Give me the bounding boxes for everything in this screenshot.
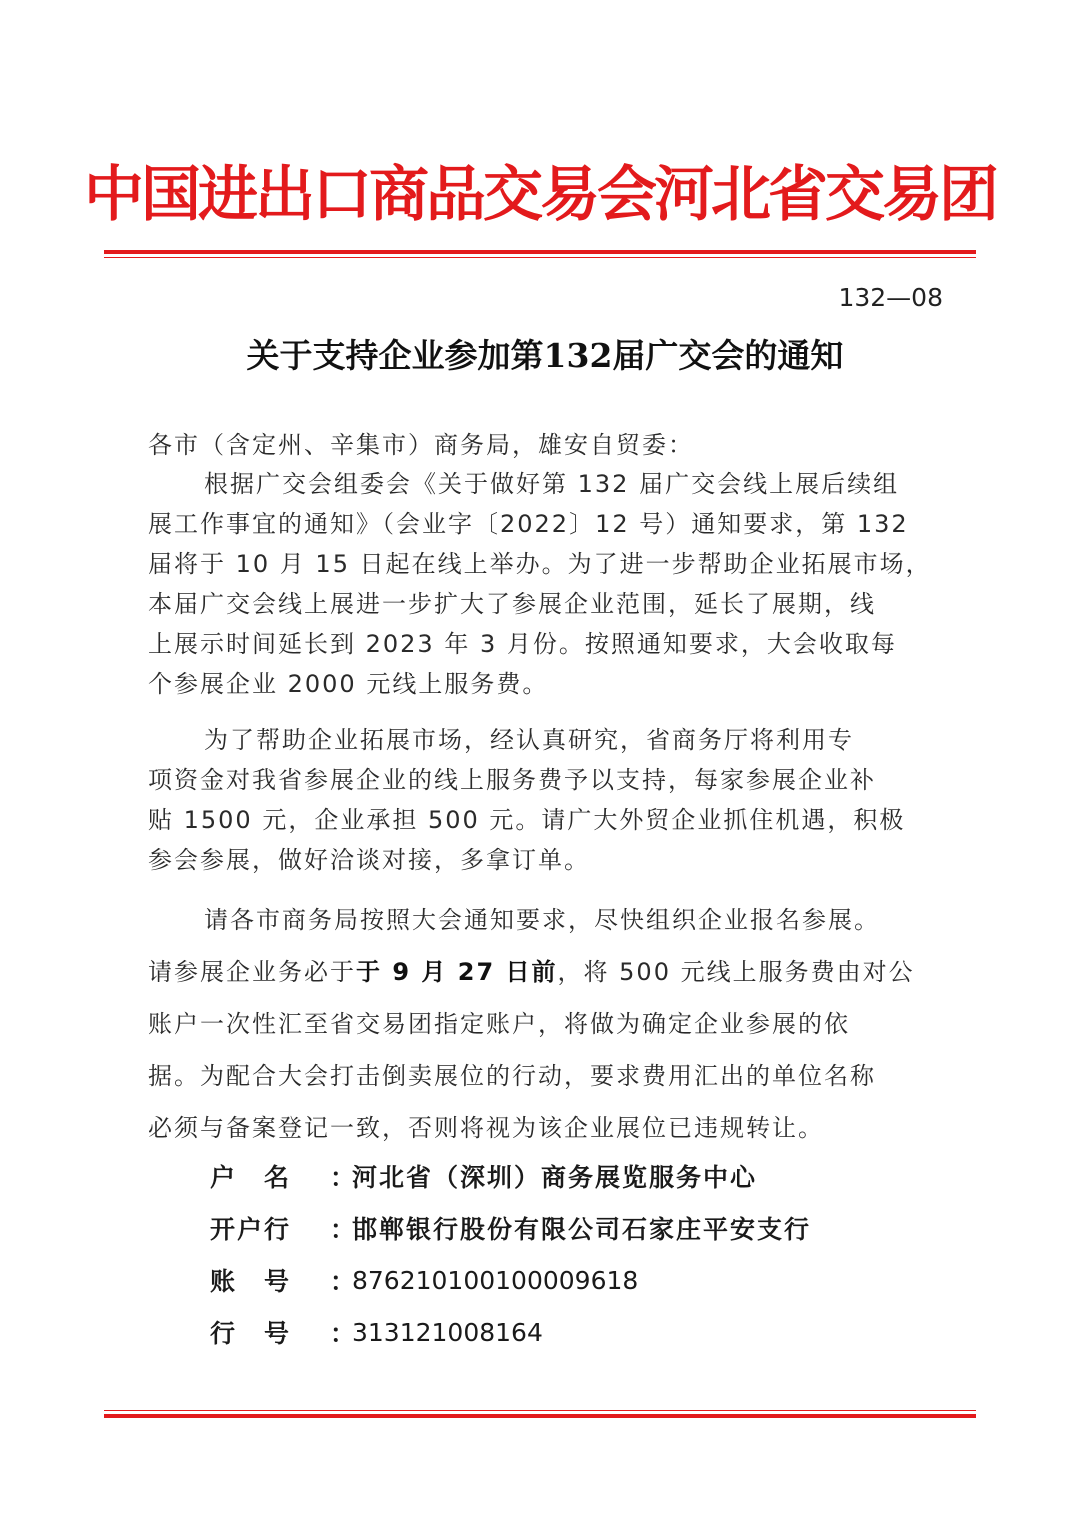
footer-divider-thick [104,1414,976,1418]
paragraph-2 [148,720,958,880]
header-divider-thin [104,257,976,258]
paragraph-line: 贴 1500 元，企业承担 500 元。请广大外贸企业抓住机遇，积极 [148,806,906,834]
footer-divider [104,1410,976,1418]
paragraph-line: 本届广交会线上展进一步扩大了参展企业范围，延长了展期，线 [148,590,876,618]
account-bank-label: 开户行 [210,1215,292,1244]
account-name-row [210,1150,970,1202]
document-title: 关于支持企业参加第132届广交会的通知 [246,336,844,375]
colon: ： [330,1319,356,1348]
deadline-date: 于 9 月 27 日前 [356,958,558,986]
organization-header: 中国进出口商品交易会河北省交易团 [84,160,996,230]
salutation-text: 各市（含定州、辛集市）商务局，雄安自贸委： [148,431,694,459]
deadline-prefix: 请参展企业务必于 [148,958,356,986]
paragraph-line: 参会参展，做好洽谈对接，多拿订单。 [148,846,590,874]
document-number: 132—08 [838,283,943,312]
paragraph-1 [148,464,958,704]
paragraph-line: 项资金对我省参展企业的线上服务费予以支持，每家参展企业补 [148,766,876,794]
salutation [148,425,958,465]
deadline-line [148,946,958,998]
paragraph-3 [148,894,958,1154]
bank-code-row [210,1306,970,1358]
colon: ： [330,1163,356,1192]
footer-divider-thin [104,1410,976,1411]
bank-code-value: 313121008164 [352,1317,543,1347]
paragraph-line: 届将于 10 月 15 日起在线上举办。为了进一步帮助企业拓展市场， [148,550,932,578]
account-details [210,1150,970,1358]
account-number-row [210,1254,970,1306]
paragraph-line: 根据广交会组委会《关于做好第 132 届广交会线上展后续组 [204,470,900,498]
account-name-value: 河北省（深圳）商务展览服务中心 [352,1163,758,1192]
header-divider-thick [104,250,976,254]
paragraph-line: 为了帮助企业拓展市场，经认真研究，省商务厅将利用专 [204,726,854,754]
account-number-value: 876210100100009618 [352,1265,639,1295]
account-bank-value: 邯郸银行股份有限公司石家庄平安支行 [352,1215,812,1244]
colon: ： [330,1215,356,1244]
bank-code-label: 行 号 [210,1319,292,1348]
paragraph-line: 上展示时间延长到 2023 年 3 月份。按照通知要求，大会收取每 [148,630,897,658]
colon: ： [330,1267,356,1296]
account-bank-row [210,1202,970,1254]
paragraph-line: 必须与备案登记一致，否则将视为该企业展位已违规转让。 [148,1114,824,1142]
paragraph-line: 请各市商务局按照大会通知要求，尽快组织企业报名参展。 [204,906,880,934]
deadline-suffix: ，将 500 元线上服务费由对公 [557,958,915,986]
header-divider [104,250,976,258]
paragraph-line: 展工作事宜的通知》（会业字〔2022〕12 号）通知要求，第 132 [148,510,909,538]
paragraph-line: 账户一次性汇至省交易团指定账户，将做为确定企业参展的依 [148,1010,850,1038]
account-name-label: 户 名 [210,1163,292,1192]
account-number-label: 账 号 [210,1267,292,1296]
paragraph-line: 个参展企业 2000 元线上服务费。 [148,670,549,698]
paragraph-line: 据。为配合大会打击倒卖展位的行动，要求费用汇出的单位名称 [148,1062,876,1090]
